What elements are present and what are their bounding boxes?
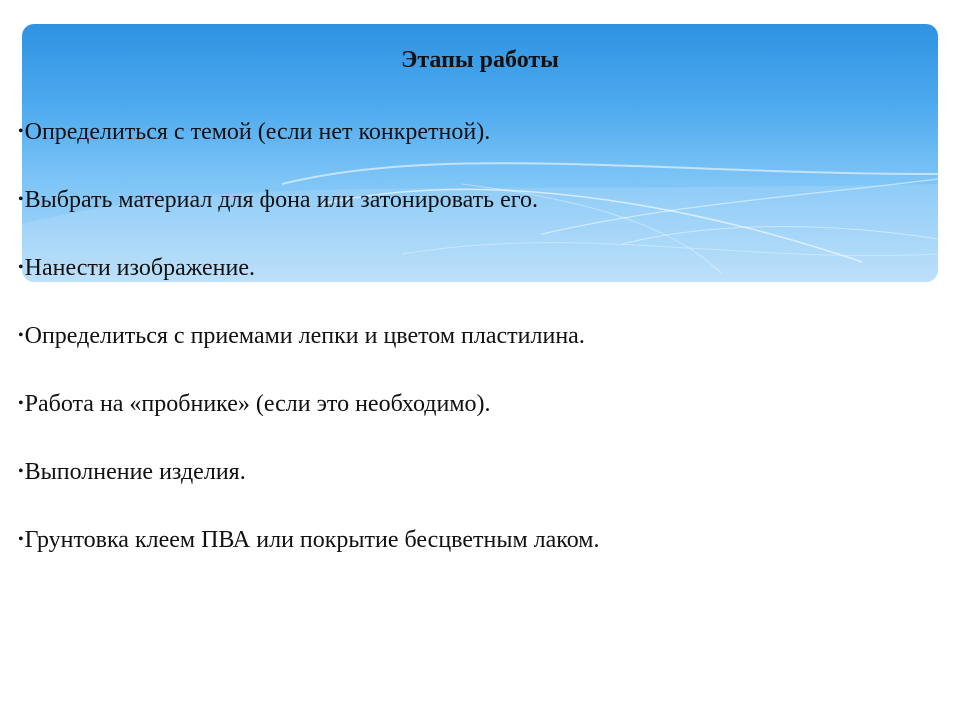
bullet-icon: •	[18, 531, 24, 548]
bullet-icon: •	[18, 395, 24, 412]
list-item	[18, 118, 599, 146]
bullet-icon: •	[18, 259, 24, 276]
list-item	[18, 254, 599, 282]
bullet-icon: •	[18, 123, 24, 140]
step-text: Определиться с приемами лепки и цветом пластилина.	[24, 323, 585, 349]
step-text: Определиться с темой (если нет конкретной).	[24, 119, 491, 145]
bullet-icon: •	[18, 191, 24, 208]
step-text: Грунтовка клеем ПВА или покрытие бесцветным лаком.	[24, 527, 600, 553]
list-item	[18, 526, 599, 554]
list-item	[18, 458, 599, 486]
step-text: Выполнение изделия.	[24, 459, 246, 485]
bullet-icon: •	[18, 327, 24, 344]
list-item	[18, 390, 599, 418]
list-item	[18, 322, 599, 350]
bullet-icon: •	[18, 463, 24, 480]
step-text: Выбрать материал для фона или затонировать его.	[24, 187, 538, 213]
step-text: Нанести изображение.	[24, 255, 255, 281]
steps-list	[18, 118, 599, 594]
slide-title: Этапы работы	[401, 47, 559, 73]
step-text: Работа на «пробнике» (если это необходимо).	[24, 391, 491, 417]
list-item	[18, 186, 599, 214]
